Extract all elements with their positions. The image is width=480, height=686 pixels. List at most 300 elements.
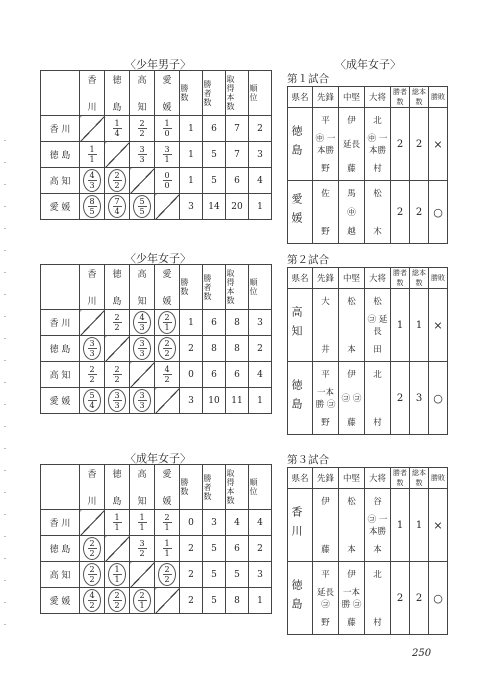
col-team-char: 徳 (112, 470, 122, 480)
col-stat-label: 取得本数 (226, 269, 235, 305)
col-team-char: 島 (112, 297, 122, 307)
score-bottom: 2 (89, 549, 95, 558)
stat-points: 6 (226, 536, 249, 562)
score-bottom: 4 (89, 401, 95, 410)
score-cell (155, 142, 180, 168)
self-cell (130, 562, 155, 588)
score-cell (80, 562, 105, 588)
match-winners: 2 (391, 181, 410, 244)
match-result: × (429, 489, 448, 562)
stat-winners: 10 (203, 388, 226, 414)
score-bottom: 2 (164, 375, 170, 384)
player-name-char: 平 (313, 562, 339, 587)
stat-winners: 6 (203, 310, 226, 336)
score-bottom: 1 (114, 575, 120, 584)
player-name-char: 越 (339, 219, 365, 244)
match-mark: ㊥ 一本勝 (365, 132, 391, 156)
rr-header-row (41, 265, 272, 310)
table-row (41, 142, 272, 168)
score-bottom: 2 (164, 349, 170, 358)
col-team-label (80, 73, 104, 113)
stat-rank: 1 (249, 194, 272, 220)
score-frac (88, 365, 97, 384)
match-row (288, 181, 448, 206)
rr-header-row (41, 465, 272, 510)
player-name-char: 伊 (339, 362, 365, 387)
player-name-char: 村 (365, 156, 391, 181)
score-top: 1 (139, 513, 145, 522)
col-team-char: 香 (87, 470, 97, 480)
score-circled (108, 389, 126, 412)
score-bottom: 3 (139, 349, 145, 358)
ind-col-6: 勝敗 (429, 87, 448, 108)
player-name-char: 平 (313, 362, 339, 387)
score-cell (155, 336, 180, 362)
score-cell (80, 588, 105, 614)
match-mark (313, 205, 339, 219)
stat-rank: 3 (249, 142, 272, 168)
match-points: 2 (410, 562, 429, 635)
score-top: 1 (164, 539, 170, 548)
ind-col-0: 県名 (288, 468, 313, 489)
ind-col-6: 勝敗 (429, 268, 448, 289)
pref-name: 徳島 (290, 125, 303, 163)
score-bottom: 1 (164, 323, 170, 332)
score-bottom: 1 (139, 523, 145, 532)
col-team-char: 愛 (162, 470, 172, 480)
col-stat-label: 勝者数 (203, 79, 212, 107)
score-top: 2 (164, 565, 170, 574)
col-stat-label: 取得本数 (226, 469, 235, 505)
match-mark: 一本勝 ㋙ (339, 586, 365, 610)
score-bottom: 3 (89, 181, 95, 190)
ind-col-3: 大将 (365, 268, 391, 289)
match-result: × (429, 108, 448, 181)
ind-col-4: 勝者数 (391, 87, 410, 108)
col-team-3 (155, 465, 180, 510)
score-frac (138, 119, 147, 138)
row-team: 愛 媛 (41, 194, 80, 220)
stat-points: 6 (226, 168, 249, 194)
self-cell (105, 336, 130, 362)
stat-rank: 4 (249, 510, 272, 536)
ind-title: 〈成年女子〉 (335, 58, 401, 71)
player-name-char: 野 (313, 410, 339, 435)
score-top: 2 (89, 365, 95, 374)
pref-name: 徳島 (290, 379, 303, 417)
match-winners: 1 (391, 489, 410, 562)
ind-col-1: 先鋒 (313, 468, 339, 489)
binding-dots (4, 140, 6, 640)
score-bottom: 1 (164, 523, 170, 532)
col-stat-3 (249, 71, 272, 116)
player-name-char: 田 (365, 337, 391, 362)
ind-col-4: 勝者数 (391, 468, 410, 489)
score-circled (133, 589, 151, 612)
ind-col-5: 総本数 (410, 268, 429, 289)
score-top: 3 (139, 391, 145, 400)
score-bottom: 3 (139, 323, 145, 332)
score-top: 2 (164, 339, 170, 348)
stat-points: 8 (226, 336, 249, 362)
score-top: 3 (139, 339, 145, 348)
col-team-char: 川 (87, 103, 97, 113)
col-team-0 (80, 71, 105, 116)
player-name-char: 本 (365, 537, 391, 562)
score-bottom: 2 (89, 575, 95, 584)
rr-corner (41, 265, 80, 310)
score-top: 4 (89, 171, 95, 180)
col-team-label (105, 267, 129, 307)
rr-header-row (41, 71, 272, 116)
score-circled (108, 169, 126, 192)
score-top: 4 (164, 365, 170, 374)
col-team-label (105, 73, 129, 113)
score-cell (80, 362, 105, 388)
col-team-char: 媛 (162, 103, 172, 113)
self-cell (105, 142, 130, 168)
col-stat-label: 順位 (249, 278, 258, 296)
score-bottom: 3 (139, 155, 145, 164)
row-team: 香 川 (41, 310, 80, 336)
score-cell (155, 362, 180, 388)
self-cell (130, 362, 155, 388)
col-stat-label: 勝者数 (203, 273, 212, 301)
row-team: 高 知 (41, 562, 80, 588)
match-mark (313, 313, 339, 337)
match-winners: 1 (391, 289, 410, 362)
match-mark (339, 313, 365, 337)
stat-points: 6 (226, 362, 249, 388)
rr-corner (41, 465, 80, 510)
score-cell (130, 510, 155, 536)
player-name-char: 大 (313, 289, 339, 314)
stat-points: 20 (226, 194, 249, 220)
match-mark: ㊥ (339, 205, 365, 219)
col-team-label (155, 267, 179, 307)
col-stat-0 (180, 71, 203, 116)
score-bottom: 2 (164, 575, 170, 584)
match-points: 2 (410, 108, 429, 181)
match-winners: 2 (391, 108, 410, 181)
col-team-label (155, 467, 179, 507)
row-team: 高 知 (41, 168, 80, 194)
score-cell (155, 116, 180, 142)
table-row (41, 116, 272, 142)
score-top: 3 (139, 145, 145, 154)
col-team-3 (155, 265, 180, 310)
col-stat-1 (203, 265, 226, 310)
player-name-char: 北 (365, 362, 391, 387)
stat-rank: 4 (249, 362, 272, 388)
player-name-char: 村 (365, 410, 391, 435)
score-top: 3 (114, 391, 120, 400)
score-bottom: 3 (89, 349, 95, 358)
stat-rank: 2 (249, 116, 272, 142)
ind-col-1: 先鋒 (313, 87, 339, 108)
score-frac (138, 145, 147, 164)
player-name-char: 野 (313, 610, 339, 635)
stat-rank: 1 (249, 388, 272, 414)
score-frac (138, 513, 147, 532)
self-cell (155, 194, 180, 220)
match-result: ○ (429, 362, 448, 435)
player-name-char: 平 (313, 108, 339, 133)
col-team-char: 高 (137, 76, 147, 86)
score-cell (130, 116, 155, 142)
self-cell (80, 116, 105, 142)
row-team: 高 知 (41, 362, 80, 388)
col-team-char: 島 (112, 103, 122, 113)
score-bottom: 3 (114, 401, 120, 410)
match-mark (365, 386, 391, 410)
col-stat-2 (226, 71, 249, 116)
ind-col-2: 中堅 (339, 87, 365, 108)
ind-col-2: 中堅 (339, 268, 365, 289)
score-frac (163, 513, 172, 532)
score-cell (130, 388, 155, 414)
pref-name: 愛媛 (290, 193, 303, 231)
score-circled (133, 195, 151, 218)
col-team-label (130, 467, 154, 507)
score-top: 1 (114, 119, 120, 128)
score-bottom: 2 (89, 601, 95, 610)
score-cell (155, 310, 180, 336)
match-mark: 延長 ㋙ (313, 586, 339, 610)
table-row (41, 510, 272, 536)
score-cell (130, 142, 155, 168)
ind-col-1: 先鋒 (313, 268, 339, 289)
score-frac (88, 145, 97, 164)
score-bottom: 2 (114, 323, 120, 332)
score-top: 2 (164, 313, 170, 322)
ind-col-5: 総本数 (410, 87, 429, 108)
score-cell (155, 510, 180, 536)
col-team-char: 知 (137, 497, 147, 507)
player-name-char: 藤 (313, 537, 339, 562)
table-row (41, 562, 272, 588)
stat-rank: 3 (249, 310, 272, 336)
match-winners: 2 (391, 362, 410, 435)
rr-table-girls (40, 264, 272, 414)
match-label-1: 第１試合 (287, 73, 329, 85)
score-bottom: 2 (114, 601, 120, 610)
score-top: 2 (89, 539, 95, 548)
score-top: 2 (164, 513, 170, 522)
score-top: 3 (89, 339, 95, 348)
score-circled (133, 311, 151, 334)
score-circled (158, 563, 176, 586)
col-stat-label: 勝数 (180, 84, 189, 102)
score-circled (83, 589, 101, 612)
col-stat-2 (226, 465, 249, 510)
col-team-label (105, 467, 129, 507)
score-bottom: 5 (139, 207, 145, 216)
score-cell (155, 562, 180, 588)
score-top: 4 (89, 591, 95, 600)
self-cell (80, 510, 105, 536)
page-number: 250 (412, 648, 432, 659)
score-cell (130, 336, 155, 362)
score-frac (138, 539, 147, 558)
match-mark (313, 513, 339, 537)
stat-rank: 1 (249, 588, 272, 614)
row-team: 徳 島 (41, 336, 80, 362)
player-name-char: 野 (313, 156, 339, 181)
table-row (41, 536, 272, 562)
col-stat-label: 順位 (249, 478, 258, 496)
match-row (288, 108, 448, 133)
ind-col-2: 中堅 (339, 468, 365, 489)
col-team-0 (80, 265, 105, 310)
score-cell (130, 310, 155, 336)
score-top: 3 (164, 145, 170, 154)
score-top: 2 (89, 565, 95, 574)
row-team: 愛 媛 (41, 388, 80, 414)
stat-wins: 0 (180, 362, 203, 388)
score-top: 2 (114, 171, 120, 180)
match-result: × (429, 289, 448, 362)
table-row (41, 362, 272, 388)
ind-col-3: 大将 (365, 468, 391, 489)
score-circled (83, 337, 101, 360)
player-name-char: 松 (365, 181, 391, 206)
pref-cell (288, 362, 313, 435)
ind-header-row (288, 268, 448, 289)
match-row (288, 362, 448, 387)
score-top: 4 (139, 313, 145, 322)
match-label-2: 第２試合 (287, 254, 329, 266)
table-row (41, 310, 272, 336)
score-top: 1 (164, 119, 170, 128)
score-cell (80, 388, 105, 414)
score-cell (105, 194, 130, 220)
stat-points: 5 (226, 562, 249, 588)
row-team: 徳 島 (41, 142, 80, 168)
score-cell (105, 310, 130, 336)
stat-winners: 8 (203, 336, 226, 362)
self-cell (155, 388, 180, 414)
ind-col-5: 総本数 (410, 468, 429, 489)
col-team-2 (130, 465, 155, 510)
score-bottom: 2 (89, 375, 95, 384)
table-row (41, 168, 272, 194)
score-cell (80, 536, 105, 562)
self-cell (130, 168, 155, 194)
col-stat-label: 勝数 (180, 278, 189, 296)
match-points: 3 (410, 362, 429, 435)
score-top: 2 (139, 119, 145, 128)
score-bottom: 3 (139, 401, 145, 410)
score-bottom: 2 (114, 375, 120, 384)
score-top: 2 (114, 591, 120, 600)
rr-corner (41, 71, 80, 116)
score-frac (113, 513, 122, 532)
player-name-char: 伊 (313, 489, 339, 514)
stat-wins: 1 (180, 168, 203, 194)
stat-wins: 1 (180, 116, 203, 142)
score-top: 1 (114, 565, 120, 574)
score-frac (163, 365, 172, 384)
stat-wins: 3 (180, 388, 203, 414)
pref-cell (288, 289, 313, 362)
score-cell (80, 168, 105, 194)
match-mark (365, 586, 391, 610)
score-top: 5 (139, 197, 145, 206)
score-bottom: 1 (139, 601, 145, 610)
rr-title-0: 〈少年男子〉 (125, 58, 191, 71)
col-team-label (80, 467, 104, 507)
col-team-3 (155, 71, 180, 116)
score-cell (105, 362, 130, 388)
stat-points: 8 (226, 310, 249, 336)
score-cell (130, 588, 155, 614)
player-name-char: 藤 (339, 156, 365, 181)
stat-winners: 6 (203, 362, 226, 388)
score-bottom: 1 (114, 523, 120, 532)
ind-header-row (288, 468, 448, 489)
score-circled (83, 537, 101, 560)
score-circled (158, 311, 176, 334)
player-name-char: 松 (339, 289, 365, 314)
player-name-char: 木 (365, 219, 391, 244)
player-name-char: 佐 (313, 181, 339, 206)
score-bottom: 0 (164, 181, 170, 190)
col-team-char: 媛 (162, 497, 172, 507)
col-team-char: 香 (87, 76, 97, 86)
score-top: 3 (139, 539, 145, 548)
score-frac (113, 313, 122, 332)
stat-points: 8 (226, 588, 249, 614)
score-cell (105, 116, 130, 142)
col-team-label (80, 267, 104, 307)
score-bottom: 0 (164, 129, 170, 138)
col-stat-label: 勝数 (180, 478, 189, 496)
col-team-char: 香 (87, 270, 97, 280)
col-stat-3 (249, 465, 272, 510)
match-result: ○ (429, 562, 448, 635)
col-stat-label: 勝者数 (203, 473, 212, 501)
self-cell (155, 588, 180, 614)
score-circled (108, 589, 126, 612)
stat-rank: 2 (249, 336, 272, 362)
stat-winners: 6 (203, 116, 226, 142)
ind-col-6: 勝敗 (429, 468, 448, 489)
col-team-char: 徳 (112, 270, 122, 280)
score-bottom: 4 (114, 207, 120, 216)
stat-wins: 1 (180, 142, 203, 168)
col-stat-1 (203, 71, 226, 116)
score-bottom: 2 (114, 181, 120, 190)
stat-winners: 5 (203, 562, 226, 588)
rr-table-women (40, 464, 272, 614)
score-cell (105, 588, 130, 614)
player-name-char: 北 (365, 108, 391, 133)
pref-name: 徳島 (290, 579, 303, 617)
score-bottom: 2 (139, 129, 145, 138)
col-team-char: 知 (137, 103, 147, 113)
stat-wins: 2 (180, 536, 203, 562)
score-bottom: 2 (139, 549, 145, 558)
score-cell (155, 536, 180, 562)
stat-wins: 2 (180, 562, 203, 588)
score-top: 8 (89, 197, 95, 206)
match-winners: 2 (391, 562, 410, 635)
score-top: 2 (114, 313, 120, 322)
col-stat-0 (180, 465, 203, 510)
score-top: 1 (114, 513, 120, 522)
score-frac (113, 365, 122, 384)
